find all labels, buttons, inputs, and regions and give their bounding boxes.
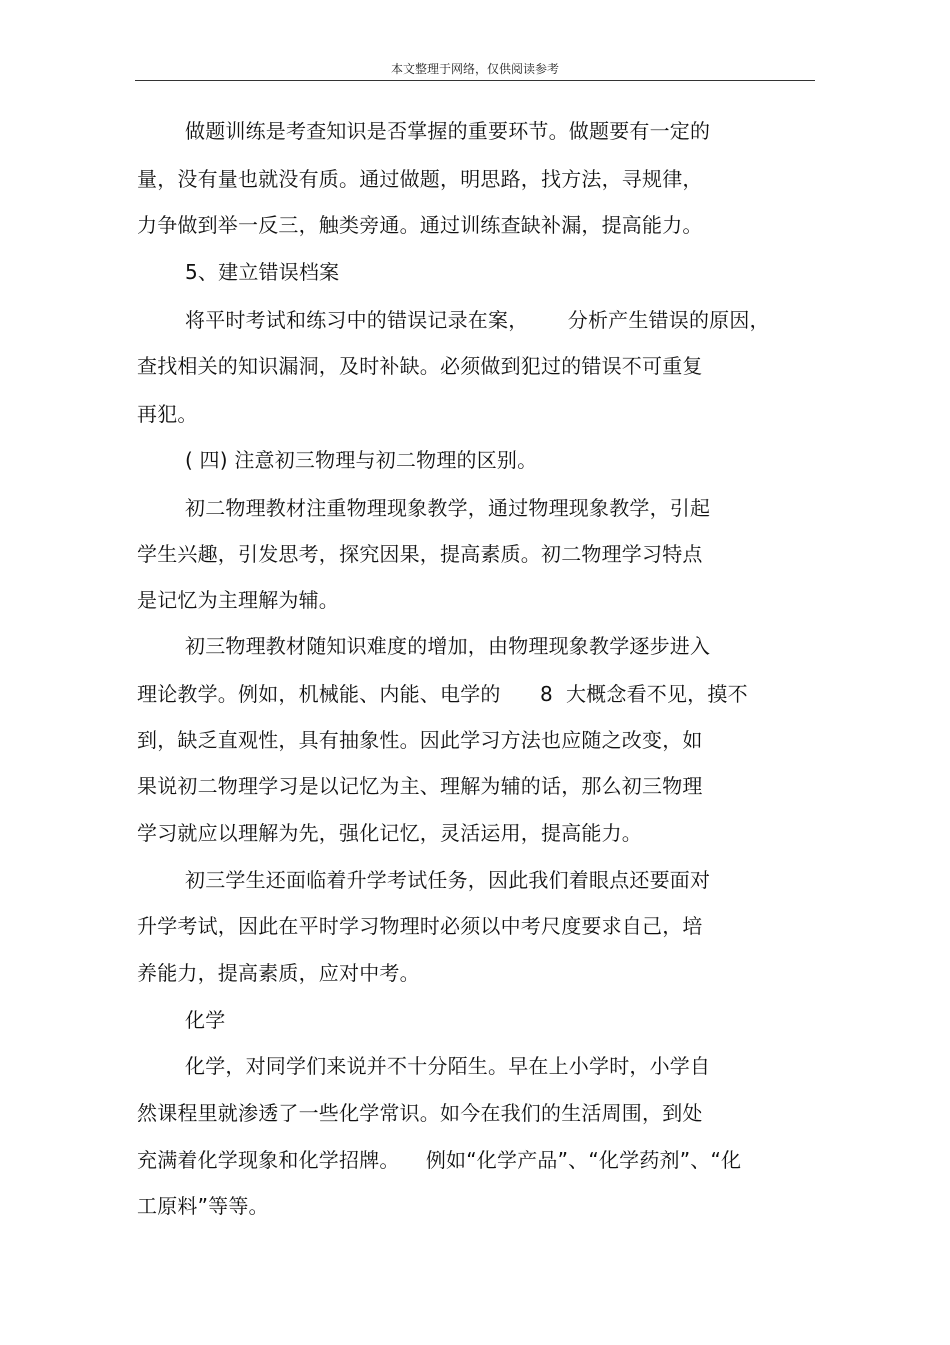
text-line: 做题训练是考查知识是否掌握的重要环节。做题要有一定的 xyxy=(185,119,711,143)
text-line: 学生兴趣，引发思考，探究因果，提高素质。初二物理学习特点 xyxy=(137,542,703,566)
text-line: 理论教学。例如，机械能、内能、电学的 8 大概念看不见，摸不 xyxy=(137,682,748,706)
text-line: 查找相关的知识漏洞，及时补缺。必须做到犯过的错误不可重复 xyxy=(137,354,703,378)
text-line: 工原料”等等。 xyxy=(137,1194,269,1218)
text-line: 初三学生还面临着升学考试任务，因此我们着眼点还要面对 xyxy=(185,868,711,892)
text-line: 是记忆为主理解为辅。 xyxy=(137,588,339,612)
text-line: 力争做到举一反三，触类旁通。通过训练查缺补漏，提高能力。 xyxy=(137,213,703,237)
text-line: 再犯。 xyxy=(137,402,198,426)
text-line: 到，缺乏直观性，具有抽象性。因此学习方法也应随之改变，如 xyxy=(137,728,703,752)
section-heading: 5、建立错误档案 xyxy=(185,260,340,284)
text-line: 化学，对同学们来说并不十分陌生。早在上小学时，小学自 xyxy=(185,1054,711,1078)
text-line: 然课程里就渗透了一些化学常识。如今在我们的生活周围，到处 xyxy=(137,1101,703,1125)
page-header: 本文整理于网络，仅供阅读参考 xyxy=(390,62,559,76)
section-heading: 化学 xyxy=(185,1008,226,1032)
text-line: 初二物理教材注重物理现象教学，通过物理现象教学，引起 xyxy=(185,496,711,520)
text-line: 将平时考试和练习中的错误记录在案， 分析产生错误的原因， xyxy=(185,308,770,332)
text-line: 充满着化学现象和化学招牌。 例如“化学产品”、“化学药剂”、“化 xyxy=(137,1148,742,1172)
text-line: 初三物理教材随知识难度的增加，由物理现象教学逐步进入 xyxy=(185,634,711,658)
text-line: 果说初二物理学习是以记忆为主、理解为辅的话，那么初三物理 xyxy=(137,774,703,798)
text-line: 学习就应以理解为先，强化记忆，灵活运用，提高能力。 xyxy=(137,821,642,845)
section-heading: ( 四) 注意初三物理与初二物理的区别。 xyxy=(185,448,538,472)
text-line: 升学考试，因此在平时学习物理时必须以中考尺度要求自己，培 xyxy=(137,914,703,938)
header-divider xyxy=(135,80,815,81)
text-line: 量，没有量也就没有质。通过做题，明思路，找方法，寻规律， xyxy=(137,167,703,191)
text-line: 养能力，提高素质，应对中考。 xyxy=(137,961,420,985)
